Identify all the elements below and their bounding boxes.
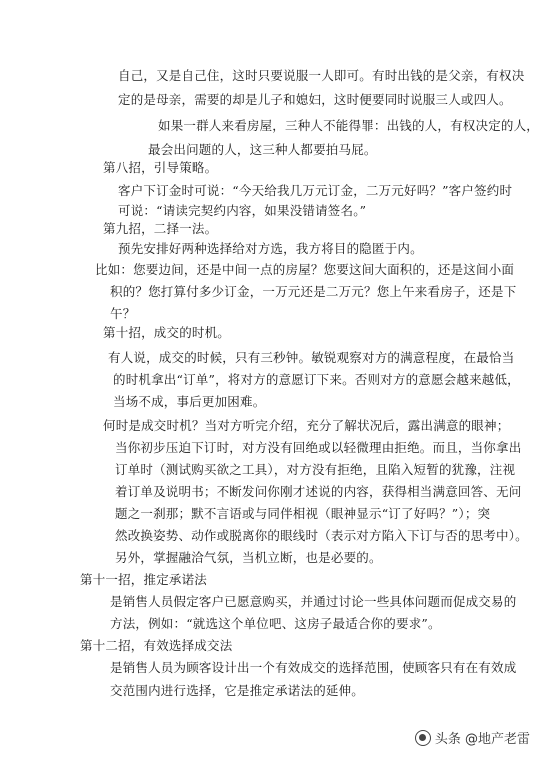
text-line: 题之一刹那；默不言语或与同伴相视（眼神显示“订了好吗？”）；突 <box>115 506 491 521</box>
text-line: 当场不成，事后更加困难。 <box>113 394 266 409</box>
text-line: 最会出问题的人，这三种人都要拍马屁。 <box>148 142 377 157</box>
text-line: 午？ <box>110 306 136 321</box>
section-heading: 第九招，二择一法。 <box>103 221 218 236</box>
text-line: 然改换姿势、动作或脱离你的眼线时（表示对方陷入下订与否的思考中）。 <box>115 528 528 543</box>
toutiao-logo-icon <box>415 730 431 746</box>
text-line: 着订单及说明书；不断发问你刚才述说的内容，获得相当满意回答、无问 <box>115 484 522 499</box>
section-heading: 第十二招，有效选择成交法 <box>80 638 233 653</box>
text-line: 预先安排好两种选择给对方选，我方将目的隐匿于内。 <box>118 241 423 256</box>
section-heading: 第八招，引导策略。 <box>103 160 218 175</box>
text-line: 比如：您要边间，还是中间一点的房屋？您要这间大面积的，还是这间小面 <box>95 262 515 277</box>
text-line: 自己，又是自己住，这时只要说服一人即可。有时出钱的是父亲，有权决 <box>118 68 525 83</box>
text-line: 方法，例如：“就选这个单位吧、这房子最适合你的要求”。 <box>110 616 441 631</box>
text-line: 是销售人员为顾客设计出一个有效成交的选择范围，使顾客只有在有效成 <box>110 660 517 675</box>
text-line: 是销售人员假定客户已愿意购买，并通过讨论一些具体问题而促成交易的 <box>110 594 517 609</box>
section-heading: 第十一招，推定承诺法 <box>80 572 208 587</box>
text-line: 有人说，成交的时候，只有三秒钟。敏锐观察对方的满意程度，在最恰当 <box>108 350 515 365</box>
section-heading: 第十招，成交的时机。 <box>103 325 231 340</box>
text-line: 交范围内进行选择，它是推定承诺法的延伸。 <box>110 683 365 698</box>
watermark-text: 头条 @地产老雷 <box>434 732 530 747</box>
text-line: 积的？您打算付多少订金，一万元还是二万元？您上午来看房子，还是下 <box>110 284 517 299</box>
watermark <box>415 728 530 747</box>
text-line: 可说：“请读完契约内容，如果没错请签名。” <box>118 203 367 218</box>
text-line: 客户下订金时可说：“今天给我几万元订金，二万元好吗？”客户签约时 <box>118 183 513 198</box>
text-line: 另外，掌握融洽气氛，当机立断，也是必要的。 <box>115 550 382 565</box>
text-line: 的时机拿出“订单”，将对方的意愿订下来。否则对方的意愿会越来越低， <box>113 372 520 387</box>
text-line: 定的是母亲，需要的却是儿子和媳妇，这时便要同时说服三人或四人。 <box>118 92 512 107</box>
text-line: 订单时（测试购买欲之工具），对方没有拒绝，且陷入短暂的犹豫，注视 <box>115 462 516 477</box>
text-line: 如果一群人来看房屋，三种人不能得罪：出钱的人，有权决定的人， <box>158 118 540 133</box>
text-line: 何时是成交时机？当对方听完介绍，充分了解状况后，露出满意的眼神； <box>103 418 510 433</box>
text-line: 当你初步压迫下订时，对方没有回绝或以轻微理由拒绝。而且，当你拿出 <box>115 440 522 455</box>
